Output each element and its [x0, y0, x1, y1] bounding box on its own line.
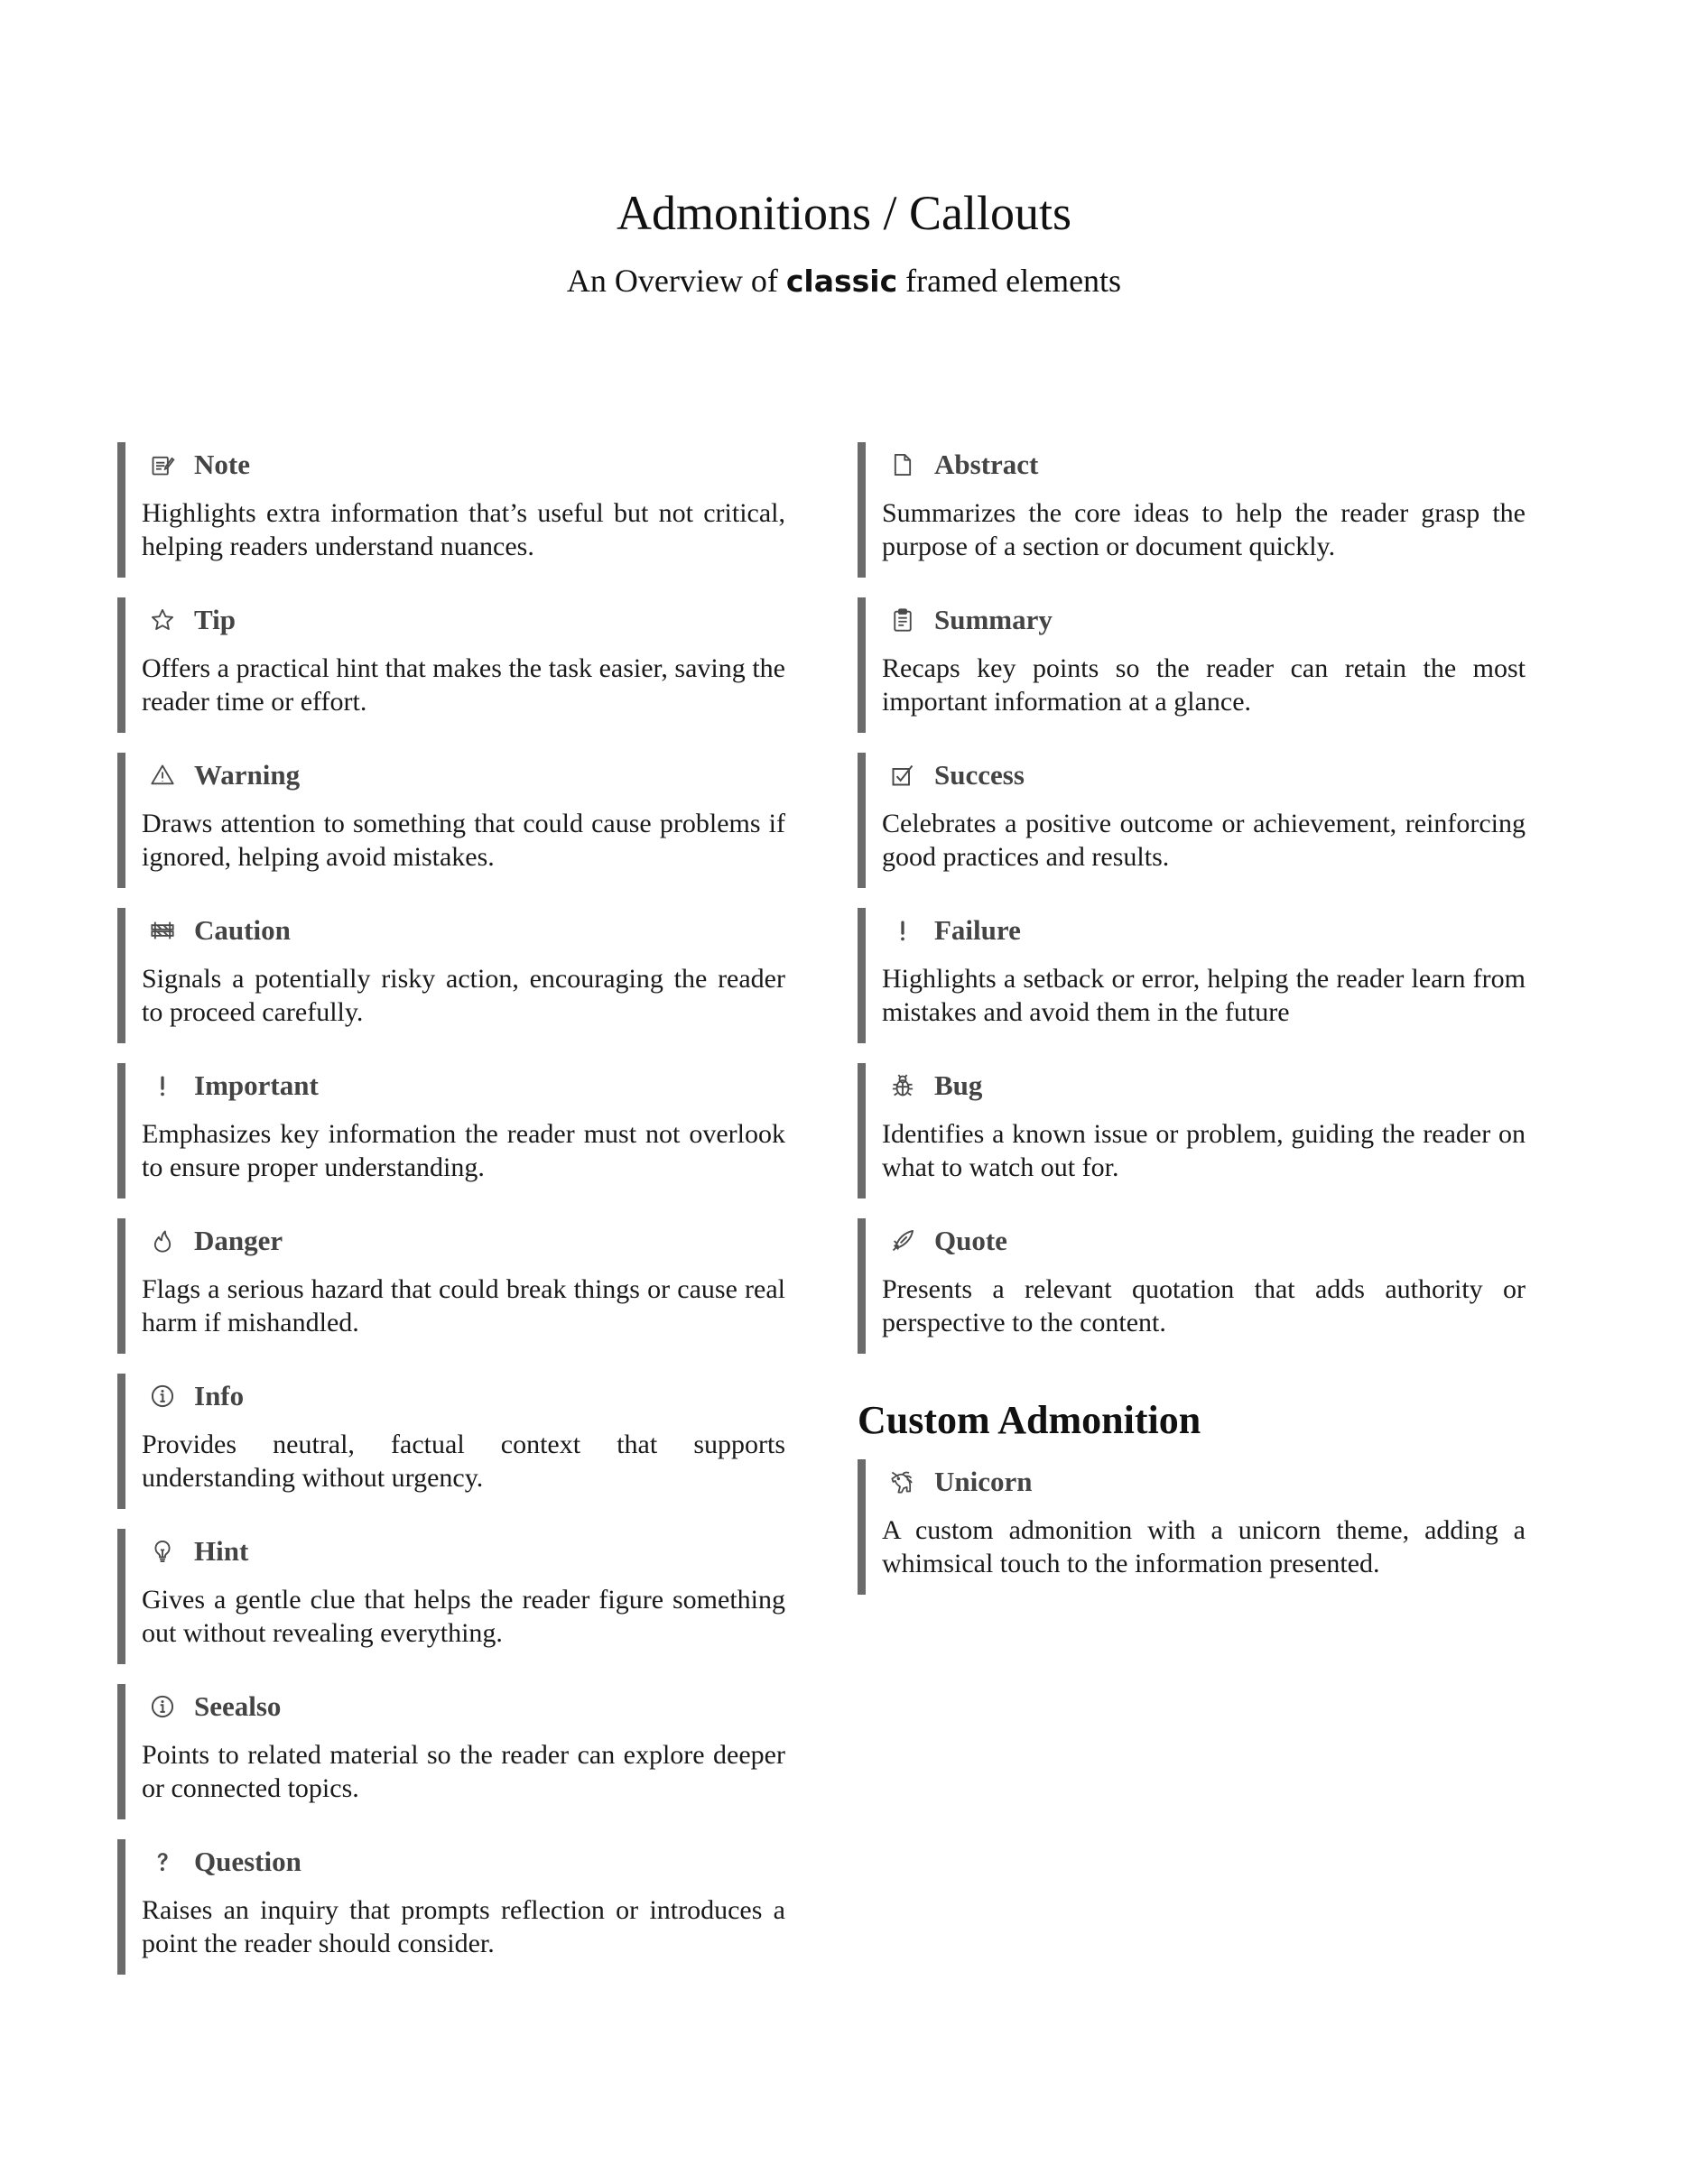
- bug-icon: [889, 1072, 916, 1099]
- admonition-warning: [117, 753, 785, 888]
- warning-triangle-icon: [149, 762, 176, 789]
- admonition-body: Celebrates a positive outcome or achievement, reinforcing good practices and results.: [882, 809, 1526, 872]
- admonition-body: Offers a practical hint that makes the task easier, saving the reader time or effort.: [142, 653, 785, 717]
- admonition-body: Gives a gentle clue that helps the reader figure something out without revealing everything.: [142, 1585, 785, 1648]
- admonition-caution: [117, 908, 785, 1043]
- admonition-title: Note: [194, 449, 250, 480]
- admonition-header: [882, 908, 1526, 949]
- admonition-title: Warning: [194, 759, 301, 791]
- subtitle-suffix: framed elements: [905, 263, 1122, 299]
- admonition-body: Raises an inquiry that prompts reflection or introduces a point the reader should consider.: [142, 1895, 785, 1958]
- admonition-title: Unicorn: [934, 1466, 1033, 1497]
- admonition-body: Emphasizes key information the reader must not overlook to ensure proper understanding.: [142, 1119, 785, 1182]
- admonition-body: Recaps key points so the reader can retain the most important information at a glance.: [882, 653, 1526, 717]
- admonition-header: [142, 1218, 785, 1260]
- admonition-title: Quote: [934, 1225, 1007, 1256]
- admonition-header: [882, 1063, 1526, 1105]
- admonition-header: [882, 1218, 1526, 1260]
- question-mark-icon: [149, 1848, 176, 1875]
- unicorn-icon: [889, 1468, 916, 1495]
- note-icon: [149, 451, 176, 478]
- admonition-danger: [117, 1218, 785, 1354]
- admonition-header: [142, 1839, 785, 1881]
- admonition-header: [142, 1374, 785, 1415]
- admonition-header: [142, 908, 785, 949]
- admonition-title: Question: [194, 1846, 301, 1877]
- admonition-question: [117, 1839, 785, 1975]
- admonition-quote: [858, 1218, 1526, 1354]
- exclamation-icon: [889, 917, 916, 944]
- admonition-success: [858, 753, 1526, 888]
- lightbulb-icon: [149, 1538, 176, 1565]
- admonition-header: [882, 442, 1526, 484]
- admonition-failure: [858, 908, 1526, 1043]
- admonition-body: Points to related material so the reader can explore deeper or connected topics.: [142, 1740, 785, 1803]
- star-icon: [149, 606, 176, 634]
- page-subtitle: [0, 262, 1688, 300]
- exclamation-icon: [149, 1072, 176, 1099]
- admonition-bug: [858, 1063, 1526, 1198]
- admonition-title: Tip: [194, 604, 236, 635]
- right-column: [858, 442, 1526, 1615]
- admonition-header: [142, 442, 785, 484]
- admonition-body: Highlights extra information that’s useful but not critical, helping readers understand nuances.: [142, 498, 785, 561]
- admonition-title: Bug: [934, 1069, 983, 1101]
- document-icon: [889, 451, 916, 478]
- admonition-summary: [858, 597, 1526, 733]
- admonition-header: [142, 597, 785, 639]
- admonition-body: Draws attention to something that could cause problems if ignored, helping avoid mistakes.: [142, 809, 785, 872]
- admonition-title: Success: [934, 759, 1025, 791]
- custom-admonition-heading: Custom Admonition: [858, 1398, 1201, 1442]
- admonition-header: [142, 1529, 785, 1570]
- admonition-title: Danger: [194, 1225, 283, 1256]
- right-admonition-list: [858, 442, 1526, 1354]
- admonition-header: [142, 1063, 785, 1105]
- admonition-note: [117, 442, 785, 578]
- admonition-title: Seealso: [194, 1690, 282, 1722]
- info-circle-icon: [149, 1693, 176, 1720]
- admonition-title: Abstract: [934, 449, 1039, 480]
- admonition-seealso: [117, 1684, 785, 1819]
- flame-icon: [149, 1227, 176, 1254]
- clipboard-icon: [889, 606, 916, 634]
- left-column: [117, 442, 785, 1994]
- info-circle-icon: [149, 1383, 176, 1410]
- subtitle-prefix: An Overview of: [566, 263, 778, 299]
- admonition-info: [117, 1374, 785, 1509]
- admonition-title: Caution: [194, 914, 291, 946]
- admonition-header: [142, 753, 785, 794]
- admonition-hint: [117, 1529, 785, 1664]
- admonition-important: [117, 1063, 785, 1198]
- admonition-title: Failure: [934, 914, 1021, 946]
- admonition-unicorn: [858, 1459, 1526, 1595]
- admonition-body: Provides neutral, factual context that supports understanding without urgency.: [142, 1430, 785, 1493]
- admonition-title: Summary: [934, 604, 1053, 635]
- admonition-header: [882, 597, 1526, 639]
- subtitle-emphasis: classic: [785, 264, 898, 299]
- admonition-header: [882, 753, 1526, 794]
- admonition-body: Flags a serious hazard that could break things or cause real harm if mishandled.: [142, 1274, 785, 1337]
- admonition-body: A custom admonition with a unicorn theme, adding a whimsical touch to the information presented.: [882, 1515, 1526, 1578]
- custom-admonition-list: [858, 1459, 1526, 1595]
- admonition-body: Presents a relevant quotation that adds authority or perspective to the content.: [882, 1274, 1526, 1337]
- quill-icon: [889, 1227, 916, 1254]
- admonition-body: Summarizes the core ideas to help the reader grasp the purpose of a section or document quickly.: [882, 498, 1526, 561]
- admonition-title: Info: [194, 1380, 245, 1411]
- admonition-body: Signals a potentially risky action, encouraging the reader to proceed carefully.: [142, 964, 785, 1027]
- admonition-header: [142, 1684, 785, 1726]
- admonition-header: [882, 1459, 1526, 1501]
- page-title: Admonitions / Callouts: [616, 186, 1072, 240]
- admonition-body: Highlights a setback or error, helping the reader learn from mistakes and avoid them in the future: [882, 964, 1526, 1027]
- barrier-icon: [149, 917, 176, 944]
- admonition-title: Important: [194, 1069, 319, 1101]
- checkbox-icon: [889, 762, 916, 789]
- admonition-title: Hint: [194, 1535, 249, 1567]
- admonition-tip: [117, 597, 785, 733]
- admonition-abstract: [858, 442, 1526, 578]
- admonition-body: Identifies a known issue or problem, guiding the reader on what to watch out for.: [882, 1119, 1526, 1182]
